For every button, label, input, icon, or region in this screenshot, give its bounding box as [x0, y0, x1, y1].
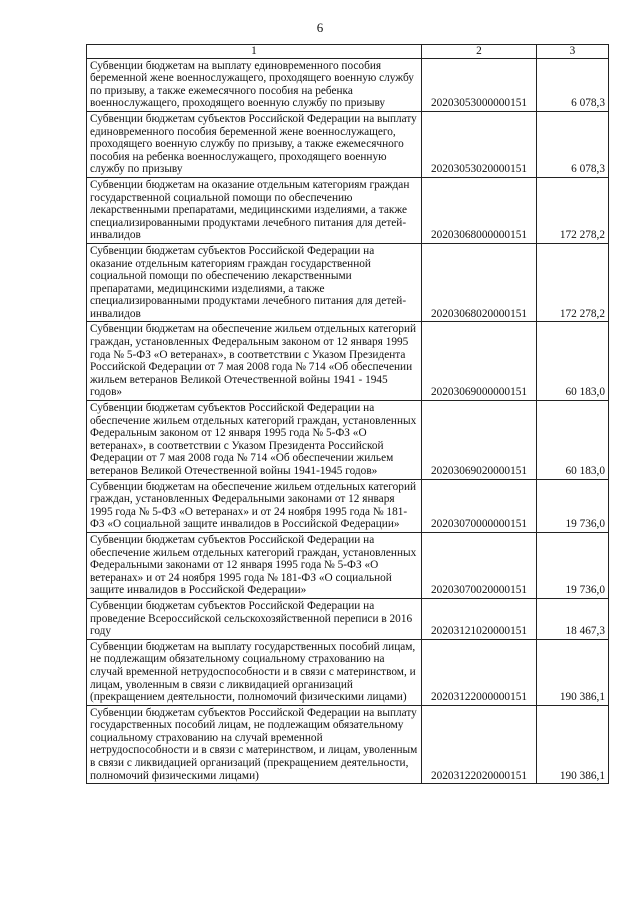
- row-description: Субвенции бюджетам на выплату государственных пособий лицам, не подлежащим обязательному социальному страхованию на случай временной нетрудоспособности и в связи с материнством, и лицам, уволенным в связи с ликвидацией организаций (прекращением деятельности, полномочий физическими лицами): [87, 639, 422, 705]
- row-amount: 19 736,0: [537, 479, 609, 532]
- table-row: [87, 322, 609, 401]
- row-description: Субвенции бюджетам субъектов Российской Федерации на обеспечение жильем отдельных категорий граждан, установленных Федеральными законами от 12 января 1995 года № 5-ФЗ «О ветеранах» и от 24 ноября 1995 года № 181-ФЗ «О социальной защите инвалидов в Российской Федерации»: [87, 532, 422, 598]
- row-code: 20203070020000151: [422, 532, 537, 598]
- row-code: 20203053020000151: [422, 111, 537, 177]
- row-code: 20203068020000151: [422, 243, 537, 322]
- row-code: 20203122020000151: [422, 705, 537, 784]
- row-code: 20203069000000151: [422, 322, 537, 401]
- table-row: [87, 111, 609, 177]
- row-description: Субвенции бюджетам субъектов Российской Федерации на проведение Всероссийской сельскохозяйственной переписи в 2016 году: [87, 598, 422, 639]
- row-description: Субвенции бюджетам субъектов Российской Федерации на выплату единовременного пособия беременной жене военнослужащего, проходящего военную службу по призыву, а также ежемесячного пособия на ребенка военнослужащего, проходящего военную службу по призыву: [87, 111, 422, 177]
- row-amount: 18 467,3: [537, 598, 609, 639]
- row-amount: 60 183,0: [537, 322, 609, 401]
- table-row: [87, 532, 609, 598]
- table-header-row: [87, 45, 609, 59]
- row-amount: 6 078,3: [537, 111, 609, 177]
- header-col-3: 3: [537, 45, 609, 59]
- row-description: Субвенции бюджетам субъектов Российской Федерации на выплату государственных пособий лицам, не подлежащим обязательному социальному страхованию на случай временной нетрудоспособности и в связи с материнством, и лицам, уволенным в связи с ликвидацией организаций (прекращением деятельности, полномочий физическими лицами): [87, 705, 422, 784]
- row-amount: 19 736,0: [537, 532, 609, 598]
- row-code: 20203069020000151: [422, 401, 537, 480]
- budget-table: [86, 44, 609, 784]
- page-number: 6: [316, 20, 324, 35]
- table-row: [87, 598, 609, 639]
- row-amount: 6 078,3: [537, 58, 609, 111]
- row-amount: 172 278,2: [537, 243, 609, 322]
- row-amount: 60 183,0: [537, 401, 609, 480]
- row-code: 20203070000000151: [422, 479, 537, 532]
- table-row: [87, 401, 609, 480]
- row-code: 20203053000000151: [422, 58, 537, 111]
- row-code: 20203121020000151: [422, 598, 537, 639]
- table-row: [87, 243, 609, 322]
- table-row: [87, 58, 609, 111]
- row-amount: 190 386,1: [537, 705, 609, 784]
- row-description: Субвенции бюджетам на выплату единовременного пособия беременной жене военнослужащего, проходящего военную службу по призыву, а также ежемесячного пособия на ребенка военнослужащего, проходящего военную службу по призыву: [87, 58, 422, 111]
- row-description: Субвенции бюджетам субъектов Российской Федерации на обеспечение жильем отдельных категорий граждан, установленных Федеральным законом от 12 января 1995 года № 5-ФЗ «О ветеранах», в соответствии с Указом Президента Российской Федерации от 7 мая 2008 года № 714 «Об обеспечении жильем ветеранов Великой Отечественной войны 1941-1945 годов»: [87, 401, 422, 480]
- table-row: [87, 177, 609, 243]
- header-col-1: 1: [87, 45, 422, 59]
- row-description: Субвенции бюджетам на обеспечение жильем отдельных категорий граждан, установленных Федеральным законом от 12 января 1995 года № 5-ФЗ «О ветеранах», в соответствии с Указом Президента Российской Федерации от 7 мая 2008 года № 714 «Об обеспечении жильем ветеранов Великой Отечественной войны 1941 - 1945 годов»: [87, 322, 422, 401]
- row-amount: 190 386,1: [537, 639, 609, 705]
- row-description: Субвенции бюджетам субъектов Российской Федерации на оказание отдельным категориям граждан государственной социальной помощи по обеспечению лекарственными препаратами, медицинскими изделиями, а также специализированными продуктами лечебного питания для детей-инвалидов: [87, 243, 422, 322]
- table-row: [87, 705, 609, 784]
- row-description: Субвенции бюджетам на оказание отдельным категориям граждан государственной социальной помощи по обеспечению лекарственными препаратами, медицинскими изделиями, а также специализированными продуктами лечебного питания для детей-инвалидов: [87, 177, 422, 243]
- row-code: 20203068000000151: [422, 177, 537, 243]
- header-col-2: 2: [422, 45, 537, 59]
- table-row: [87, 479, 609, 532]
- table-row: [87, 639, 609, 705]
- row-description: Субвенции бюджетам на обеспечение жильем отдельных категорий граждан, установленных Федеральными законами от 12 января 1995 года № 5-ФЗ «О ветеранах» и от 24 ноября 1995 года № 181-ФЗ «О социальной защите инвалидов в Российской Федерации»: [87, 479, 422, 532]
- row-amount: 172 278,2: [537, 177, 609, 243]
- row-code: 20203122000000151: [422, 639, 537, 705]
